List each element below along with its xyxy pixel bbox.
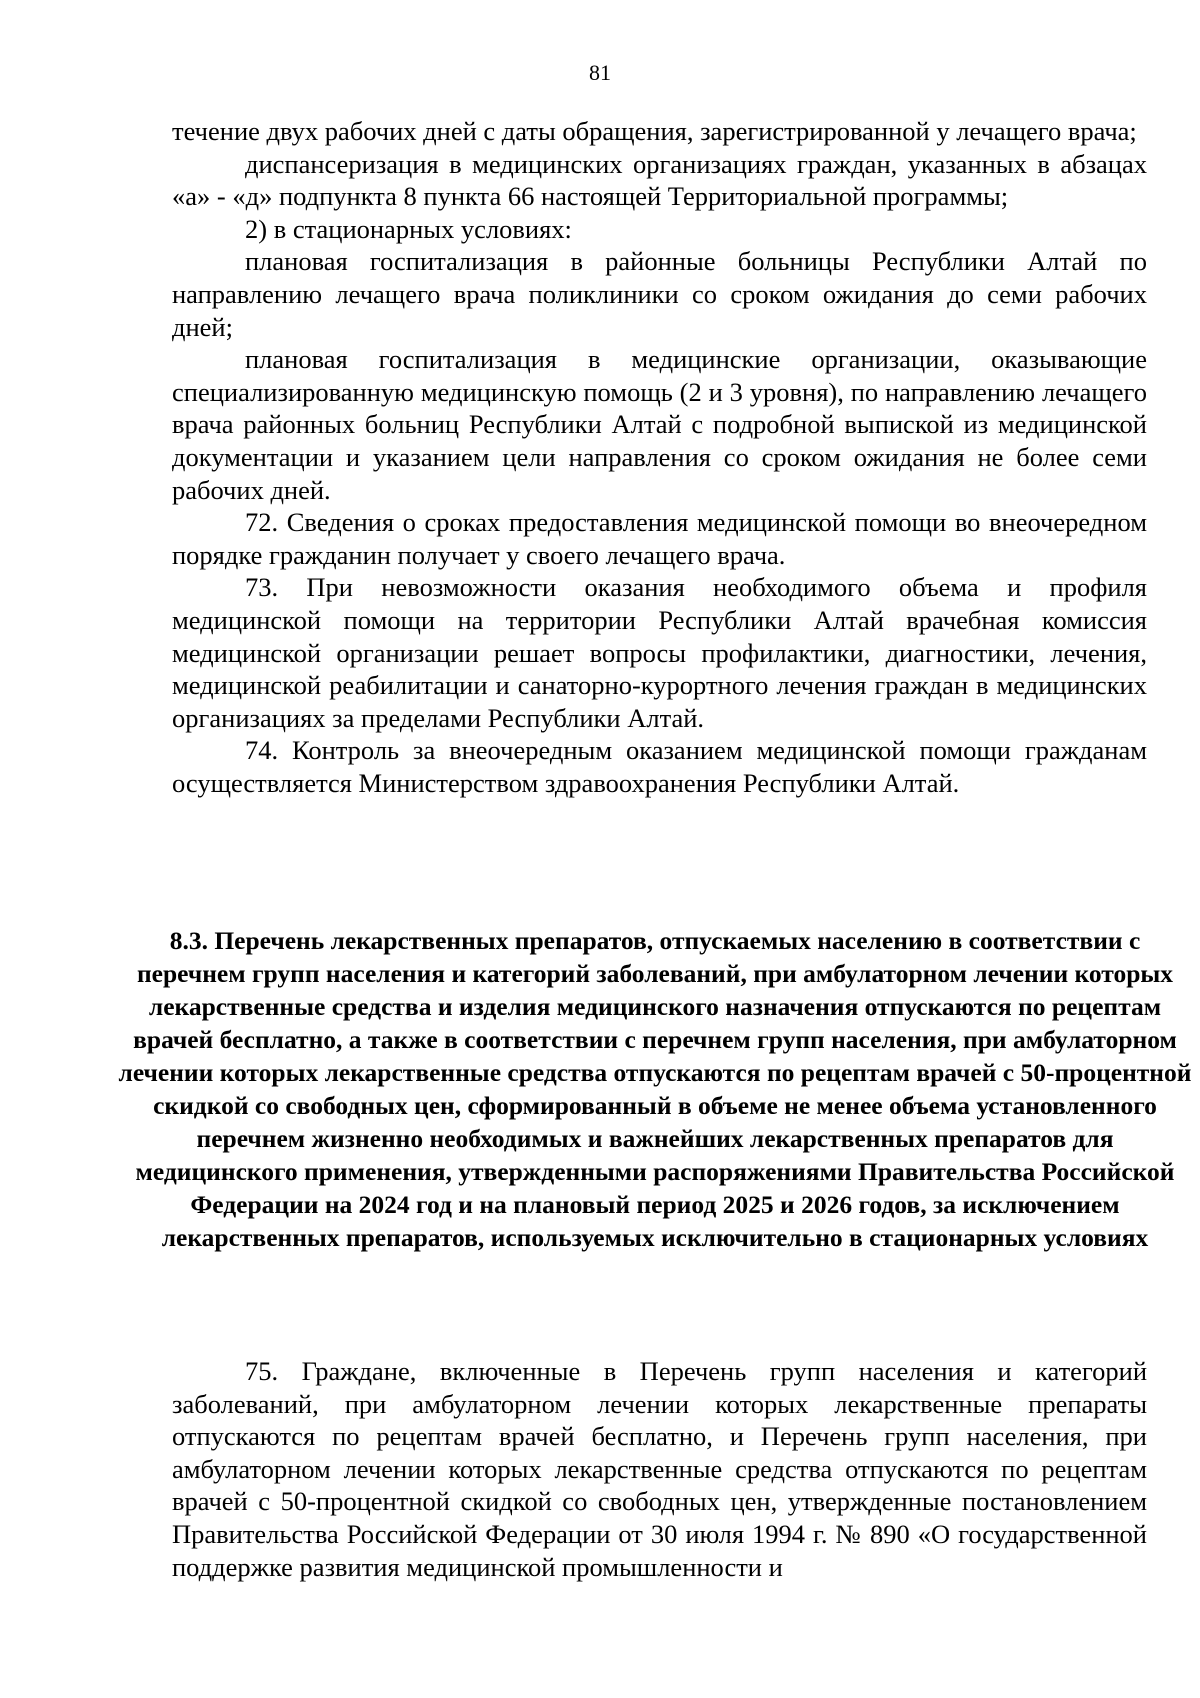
page-number: 81 (589, 60, 611, 85)
paragraph-item-72: 72. Сведения о сроках предоставления медицинской помощи во внеочередном порядке гражданин получает у своего лечащего врача. (172, 507, 1147, 570)
document-body-top (172, 115, 1147, 799)
paragraph-item-74: 74. Контроль за внеочередным оказанием медицинской помощи гражданам осуществляется Министерством здравоохранения Республики Алтай. (172, 735, 1147, 798)
paragraph-dispensarization: диспансеризация в медицинских организациях граждан, указанных в абзацах «а» - «д» подпункта 8 пункта 66 настоящей Территориальной программы; (172, 148, 1147, 212)
paragraph-continuation: течение двух рабочих дней с даты обращения, зарегистрированной у лечащего врача; (172, 116, 1137, 146)
paragraph-specialized-hospitalization: плановая госпитализация в медицинские организации, оказывающие специализированную медицинскую помощь (2 и 3 уровня), по направлению лечащего врача районных больниц Республики Алтай с подробной выпиской из медицинской документации и указанием цели направления со сроком ожидания не более семи рабочих дней. (172, 344, 1147, 505)
paragraph-inpatient-header: 2) в стационарных условиях: (245, 213, 572, 244)
paragraph-item-73: 73. При невозможности оказания необходимого объема и профиля медицинской помощи на территории Республики Алтай врачебная комиссия медицинской организации решает вопросы профилактики, диагностики, лечения, медицинской реабилитации и санаторно-курортного лечения граждан в медицинских организациях за пределами Республики Алтай. (172, 572, 1147, 733)
section-heading: 8.3. Перечень лекарственных препаратов, отпускаемых населению в соответствии с перечнем групп населения и категорий заболеваний, при амбулаторном лечении которых лекарственные средства и изделия медицинского назначения отпускаются по рецептам врачей бесплатно, а также в соответствии с перечнем групп населения, при амбулаторном лечении которых лекарственные средства отпускаются по рецептам врачей с 50-процентной скидкой со свободных цен, сформированный в объеме не менее объема установленного перечнем жизненно необходимых и важнейших лекарственных препаратов для медицинского применения, утвержденными распоряжениями Правительства Российской Федерации на 2024 год и на плановый период 2025 и 2026 годов, за исключением лекарственных препаратов, используемых исключительно в стационарных условиях (118, 926, 1192, 1252)
paragraph-item-75: 75. Граждане, включенные в Перечень групп населения и категорий заболеваний, при амбулаторном лечении которых лекарственные препараты отпускаются по рецептам врачей бесплатно, и Перечень групп населения, при амбулаторном лечении которых лекарственные средства отпускаются по рецептам врачей с 50-процентной скидкой со свободных цен, утвержденные постановлением Правительства Российской Федерации от 30 июля 1994 г. № 890 «О государственной поддержке развития медицинской промышленности и (172, 1356, 1147, 1582)
paragraph-district-hospitalization: плановая госпитализация в районные больницы Республики Алтай по направлению лечащего врача поликлиники со сроком ожидания до семи рабочих дней; (172, 246, 1147, 342)
document-body-bottom (172, 1355, 1147, 1583)
